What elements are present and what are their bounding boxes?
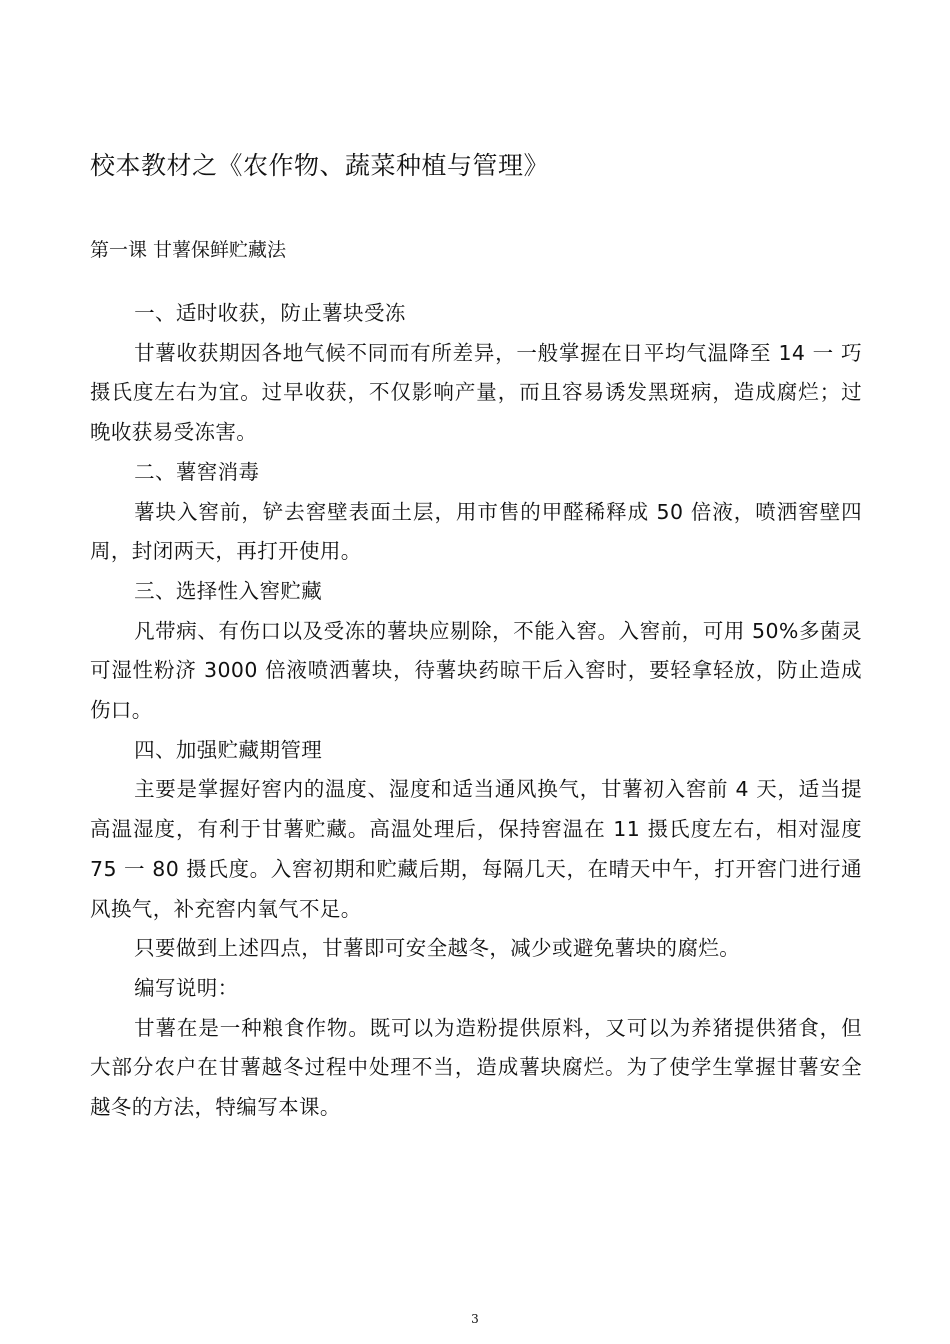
section-heading-4: 四、加强贮藏期管理 — [134, 737, 323, 762]
document-title: 校本教材之《农作物、蔬菜种植与管理》 — [90, 151, 550, 180]
summary-paragraph: 只要做到上述四点，甘薯即可安全越冬，减少或避免薯块的腐烂。 — [134, 936, 741, 961]
paragraph-3: 凡带病、有伤口以及受冻的薯块应剔除，不能入窖。入窖前，可用 50%多菌灵可湿性粉济 3000 倍液喷洒薯块，待薯块药晾干后入窖时，要轻拿轻放，防止造成伤口。 — [90, 618, 862, 723]
paragraph-4: 主要是掌握好窖内的温度、湿度和适当通风换气，甘薯初入窖前 4 天，适当提高温湿度，有利于甘薯贮藏。高温处理后，保持窖温在 11 摄氏度左右，相对湿度 75 一 80 摄氏度。入窖初期和贮藏后期，每隔几天，在晴天中午，打开窖门进行通风换气，补充窖内氧气不足。 — [90, 777, 862, 921]
lesson-title: 第一课 甘薯保鲜贮藏法 — [90, 239, 287, 261]
notes-heading: 编写说明： — [134, 975, 239, 1000]
page-number: 3 — [471, 1312, 479, 1326]
section-heading-3: 三、选择性入窖贮藏 — [134, 578, 323, 603]
paragraph-1: 甘薯收获期因各地气候不同而有所差异，一般掌握在日平均气温降至 14 一 巧摄氏度左右为宜。过早收获，不仅影响产量，而且容易诱发黑斑病，造成腐烂；过晚收获易受冻害。 — [90, 340, 862, 445]
section-heading-1: 一、适时收获，防止薯块受冻 — [134, 301, 406, 325]
paragraph-2: 薯块入窖前，铲去窖壁表面土层，用市售的甲醛稀释成 50 倍液，喷洒窖壁四周，封闭两天，再打开使用。 — [90, 499, 862, 564]
section-heading-2: 二、薯窖消毒 — [134, 459, 260, 484]
notes-paragraph: 甘薯在是一种粮食作物。既可以为造粉提供原料，又可以为养猪提供猪食，但大部分农户在甘薯越冬过程中处理不当，造成薯块腐烂。为了使学生掌握甘薯安全越冬的方法，特编写本课。 — [90, 1015, 862, 1120]
document-body — [90, 294, 862, 1128]
